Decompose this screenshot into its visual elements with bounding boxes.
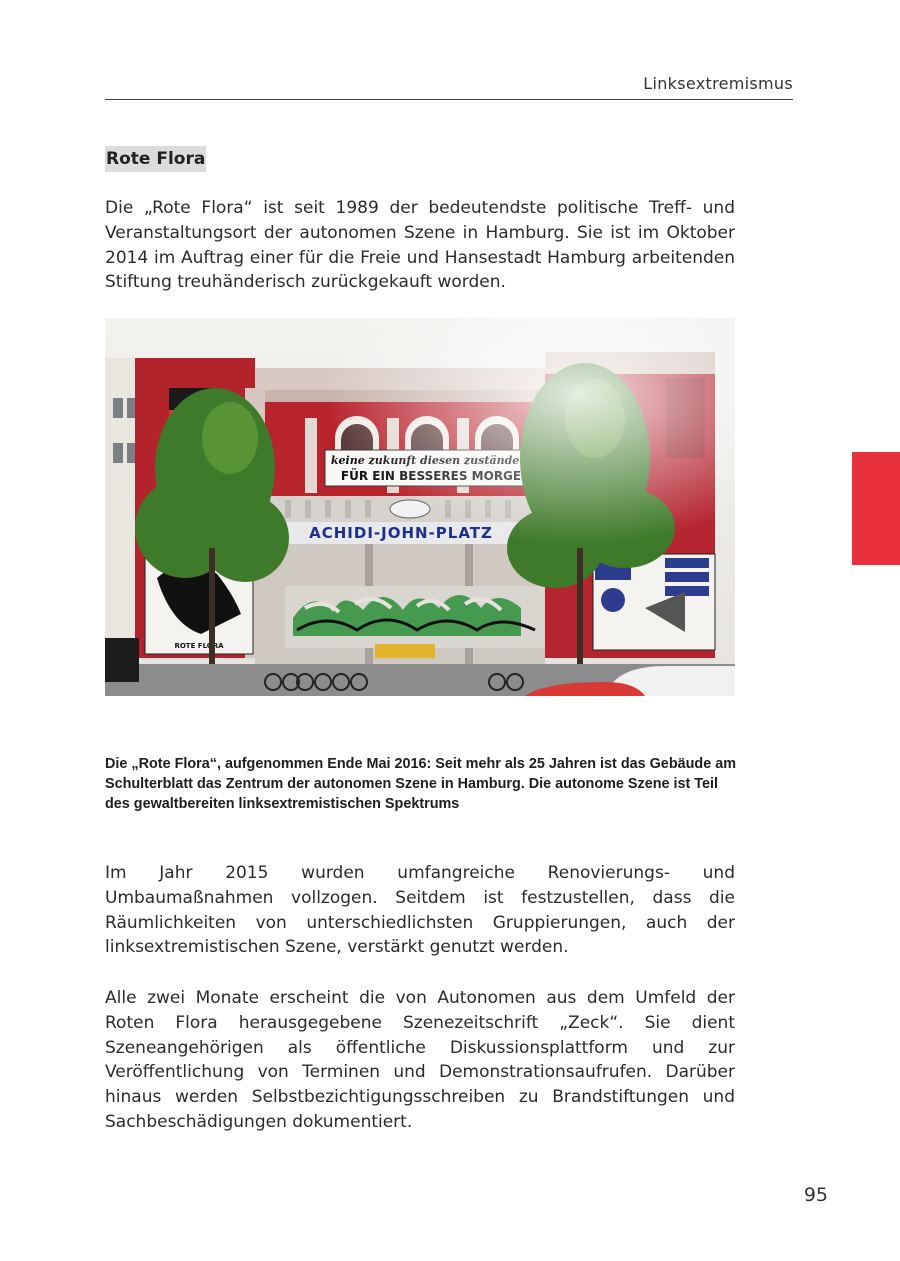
section-heading: Rote Flora: [105, 146, 206, 172]
photo-illustration: [105, 318, 735, 696]
header-rule: [105, 99, 793, 100]
body-paragraph-2: Im Jahr 2015 wurden umfangreiche Renovierungs- und Umbaumaßnahmen vollzogen. Seitdem ist festzustellen, dass die Räumlichkeiten von unterschiedlichsten Gruppierungen, auch der linksextremistischen Szene, verstärkt genutzt werden.: [105, 863, 735, 958]
chapter-tab-marker: [852, 452, 900, 565]
rote-flora-photo: [105, 318, 735, 696]
page-number: 95: [803, 1184, 828, 1206]
body-paragraph-1: Die „Rote Flora“ ist seit 1989 der bedeutendste politische Treff- und Veranstaltungsort der autonomen Szene in Hamburg. Sie ist im Oktober 2014 im Auftrag einer für die Freie und Hansestadt Hamburg arbeitenden Stiftung treuhänderisch zurückgekauft worden.: [105, 198, 735, 293]
running-header: Linksextremismus: [643, 74, 793, 93]
body-paragraph-3: Alle zwei Monate erscheint die von Autonomen aus dem Umfeld der Roten Flora herausgegebene Szenezeitschrift „Zeck“. Sie dient Szeneangehörigen als öffentliche Diskussionsplattform und zur Veröffentlichung von Terminen und Demonstrationsaufrufen. Darüber hinaus werden Selbstbezichtigungsschreiben zu Brandstiftungen und Sachbeschädigungen dokumentiert.: [105, 988, 735, 1132]
photo-caption: Die „Rote Flora“, aufgenommen Ende Mai 2016: Seit mehr als 25 Jahren ist das Gebäude am Schulterblatt das Zentrum der autonomen Szene in Hamburg. Die autonome Szene ist Teil des gewaltbereiten linksextremistischen Spektrums: [105, 756, 736, 812]
